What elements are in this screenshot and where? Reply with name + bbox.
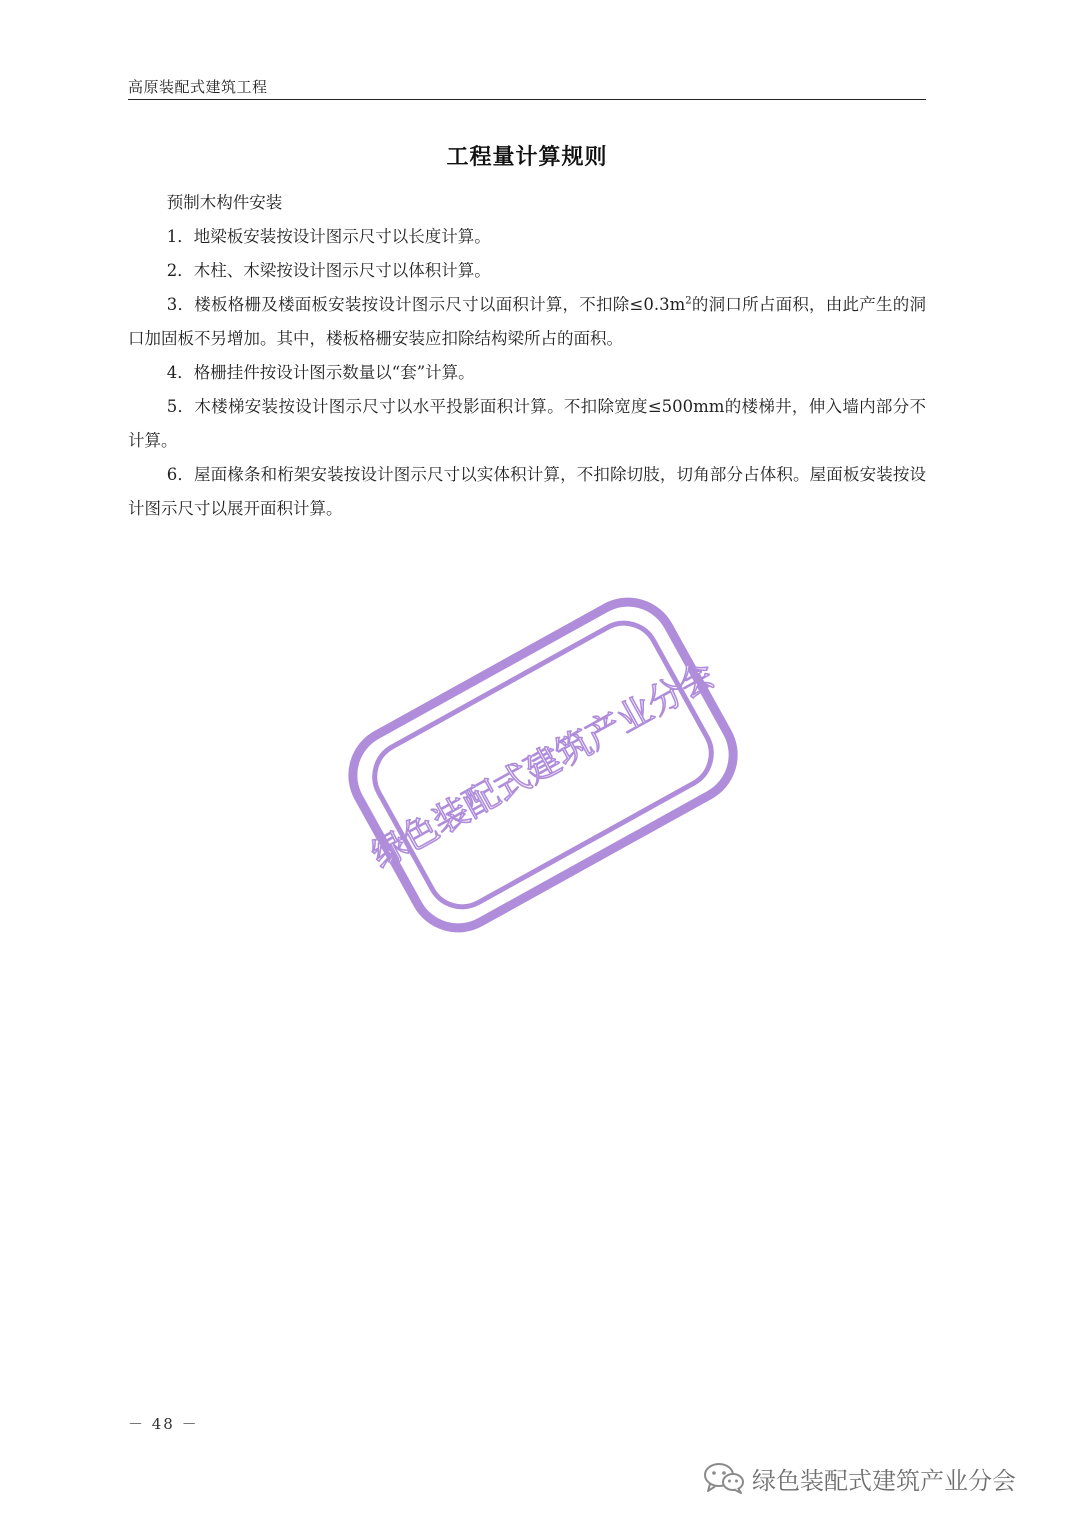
page-title: 工程量计算规则 (446, 145, 608, 170)
rule-item-6: 6．屋面椽条和桁架安装按设计图示尺寸以实体积计算，不扣除切肢，切角部分占体积。屋面板安装按设计图示尺寸以展开面积计算。 (128, 465, 926, 518)
rule-item-2: 2．木柱、木梁按设计图示尺寸以体积计算。 (166, 261, 491, 280)
watermark-text: 绿色装配式建筑产业分会 (365, 655, 722, 877)
document-body (128, 186, 926, 526)
watermark-stamp (318, 570, 768, 960)
running-header: 高原装配式建筑工程 (128, 78, 268, 96)
footer-brand (702, 1458, 1016, 1498)
rule-item-5: 5．木楼梯安装按设计图示尺寸以水平投影面积计算。不扣除宽度≤500mm的楼梯井，伸入墙内部分不计算。 (128, 397, 926, 450)
footer-brand-text: 绿色装配式建筑产业分会 (752, 1466, 1016, 1495)
rule-item-1: 1．地梁板安装按设计图示尺寸以长度计算。 (166, 227, 491, 246)
rule-item-3-text-b: 的洞口所占面积，由此产生的洞口加固板不另增加。其中，楼板格栅安装应扣除结构梁所占的面积。 (128, 295, 927, 348)
page-number: － 48 － (128, 1415, 199, 1433)
superscript: 2 (685, 295, 692, 307)
rule-item-4: 4．格栅挂件按设计图示数量以“套”计算。 (166, 363, 475, 382)
rule-item-3 (128, 288, 926, 356)
header-rule (128, 99, 926, 100)
wechat-icon (702, 1461, 746, 1495)
subheading: 预制木构件安装 (166, 193, 283, 212)
rule-item-3-text-a: 3．楼板格栅及楼面板安装按设计图示尺寸以面积计算，不扣除≤0.3m (166, 295, 686, 314)
